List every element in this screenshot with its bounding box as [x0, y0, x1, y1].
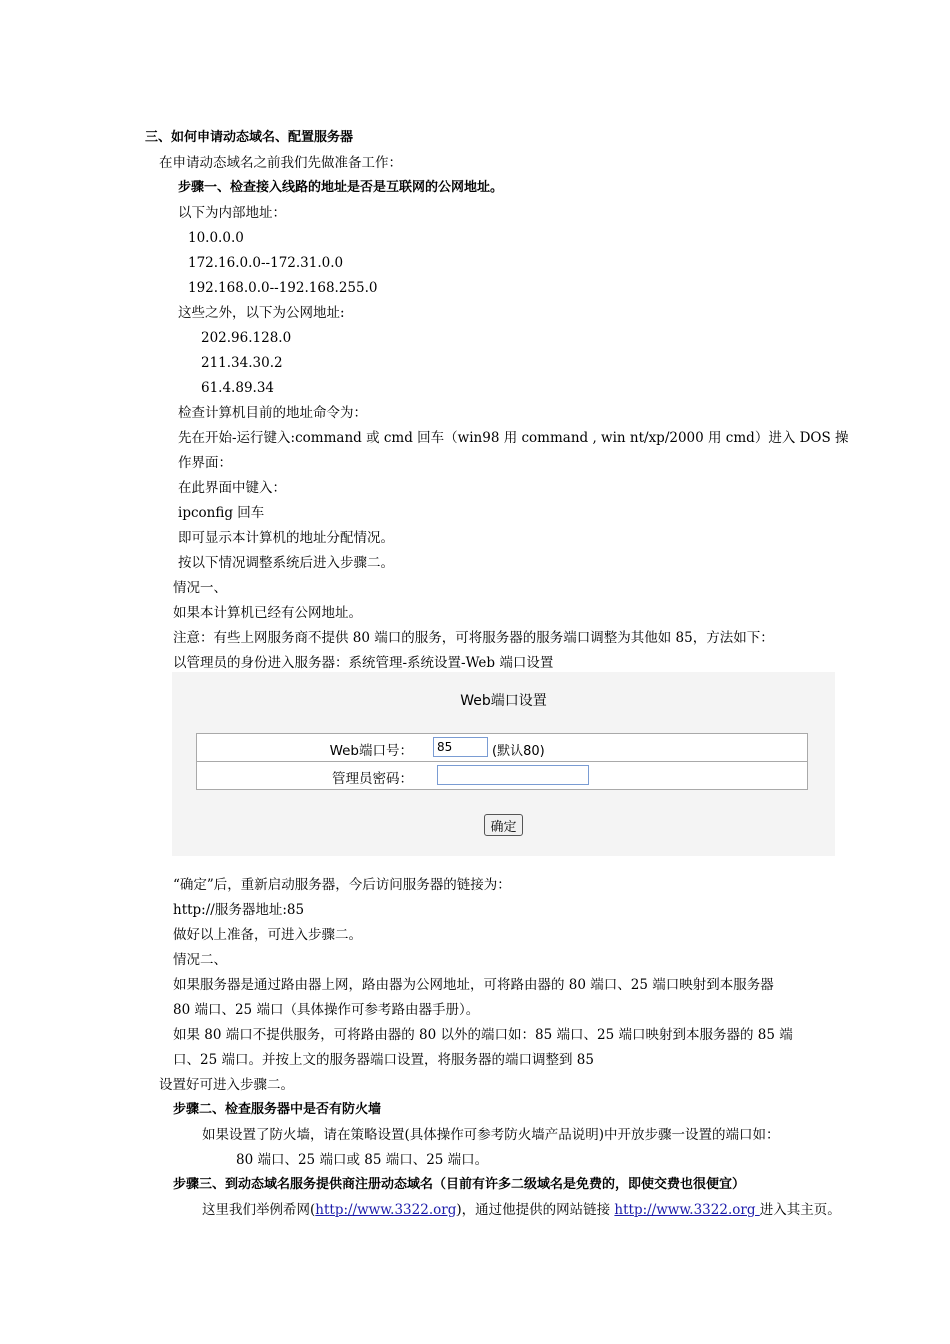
- address-line: 61.4.89.34: [201, 380, 274, 396]
- password-input[interactable]: [437, 765, 589, 785]
- step-two-heading: 步骤二、检查服务器中是否有防火墙: [173, 1102, 382, 1117]
- paragraph-line: 在申请动态域名之前我们先做准备工作：: [159, 155, 402, 171]
- section-heading: 三、如何申请动态域名、配置服务器: [145, 130, 354, 145]
- web-port-settings-panel: [172, 672, 835, 856]
- address-line: 202.96.128.0: [201, 330, 292, 346]
- address-line: 192.168.0.0--192.168.255.0: [188, 280, 378, 296]
- paragraph-line: 以下为内部地址：: [178, 205, 286, 221]
- port-input[interactable]: [433, 737, 488, 757]
- paragraph-line: “确定”后，重新启动服务器，今后访问服务器的链接为：: [173, 877, 511, 893]
- port-row: [197, 734, 807, 762]
- settings-table: [196, 733, 808, 790]
- port-label: Web端口号：: [329, 743, 413, 759]
- paragraph-line: 如果 80 端口不提供服务，可将路由器的 80 以外的端口如：85 端口、25 端口映射到本服务器的 85 端: [173, 1027, 793, 1043]
- text-segment: 进入其主页。: [759, 1202, 841, 1218]
- paragraph-line: 在此界面中键入：: [178, 480, 286, 496]
- panel-title: Web端口设置: [460, 693, 547, 709]
- paragraph-line: 按以下情况调整系统后进入步骤二。: [178, 555, 394, 571]
- paragraph-line: 即可显示本计算机的地址分配情况。: [178, 530, 394, 546]
- paragraph-line: 检查计算机目前的地址命令为：: [178, 405, 367, 421]
- paragraph-line: 做好以上准备，可进入步骤二。: [173, 927, 362, 943]
- url-line: http://服务器地址:85: [173, 902, 305, 918]
- address-line: 10.0.0.0: [188, 230, 244, 246]
- paragraph-line: 先在开始-运行键入:command 或 cmd 回车（win98 用 command , win nt/xp/2000 用 cmd）进入 DOS 操: [178, 430, 849, 446]
- paragraph-line: 这些之外，以下为公网地址:: [178, 305, 345, 321]
- confirm-button[interactable]: 确定: [484, 814, 523, 836]
- case-heading: 情况一、: [173, 580, 227, 596]
- paragraph-line: 如果设置了防火墙，请在策略设置(具体操作可参考防火墙产品说明)中开放步骤一设置的端口如：: [202, 1127, 780, 1143]
- 3322-link[interactable]: http://www.3322.org: [315, 1202, 457, 1218]
- paragraph-line: 设置好可进入步骤二。: [159, 1077, 294, 1093]
- paragraph-line: 注意：有些上网服务商不提供 80 端口的服务，可将服务器的服务端口调整为其他如 85，方法如下：: [173, 630, 774, 646]
- address-line: 172.16.0.0--172.31.0.0: [188, 255, 344, 271]
- password-label: 管理员密码：: [332, 771, 413, 787]
- address-line: 211.34.30.2: [201, 355, 283, 371]
- paragraph-line: 80 端口、25 端口（具体操作可参考路由器手册）。: [173, 1002, 480, 1018]
- final-paragraph-line: [202, 1201, 841, 1219]
- paragraph-line: 80 端口、25 端口或 85 端口、25 端口。: [236, 1152, 489, 1168]
- paragraph-line: 作界面：: [178, 455, 232, 471]
- step-one-heading: 步骤一、检查接入线路的地址是否是互联网的公网地址。: [178, 180, 504, 195]
- paragraph-line: 如果服务器是通过路由器上网，路由器为公网地址，可将路由器的 80 端口、25 端口映射到本服务器: [173, 977, 774, 993]
- text-segment: 这里我们举例希网(: [202, 1202, 316, 1218]
- paragraph-line: 以管理员的身份进入服务器：系统管理-系统设置-Web 端口设置: [173, 655, 554, 671]
- paragraph-line: 口、25 端口。并按上文的服务器端口设置，将服务器的端口调整到 85: [173, 1052, 594, 1068]
- command-line: ipconfig 回车: [178, 505, 265, 521]
- step-three-heading: 步骤三、到动态域名服务提供商注册动态域名（目前有许多二级域名是免费的，即使交费也很便宜）: [173, 1177, 746, 1192]
- paragraph-line: 如果本计算机已经有公网地址。: [173, 605, 362, 621]
- case-heading: 情况二、: [173, 952, 227, 968]
- port-default-hint: (默认80): [492, 744, 545, 759]
- password-row: [197, 762, 807, 789]
- text-segment: )，通过他提供的网站链接: [456, 1202, 615, 1218]
- 3322-homepage-link[interactable]: http://www.3322.org: [614, 1202, 760, 1218]
